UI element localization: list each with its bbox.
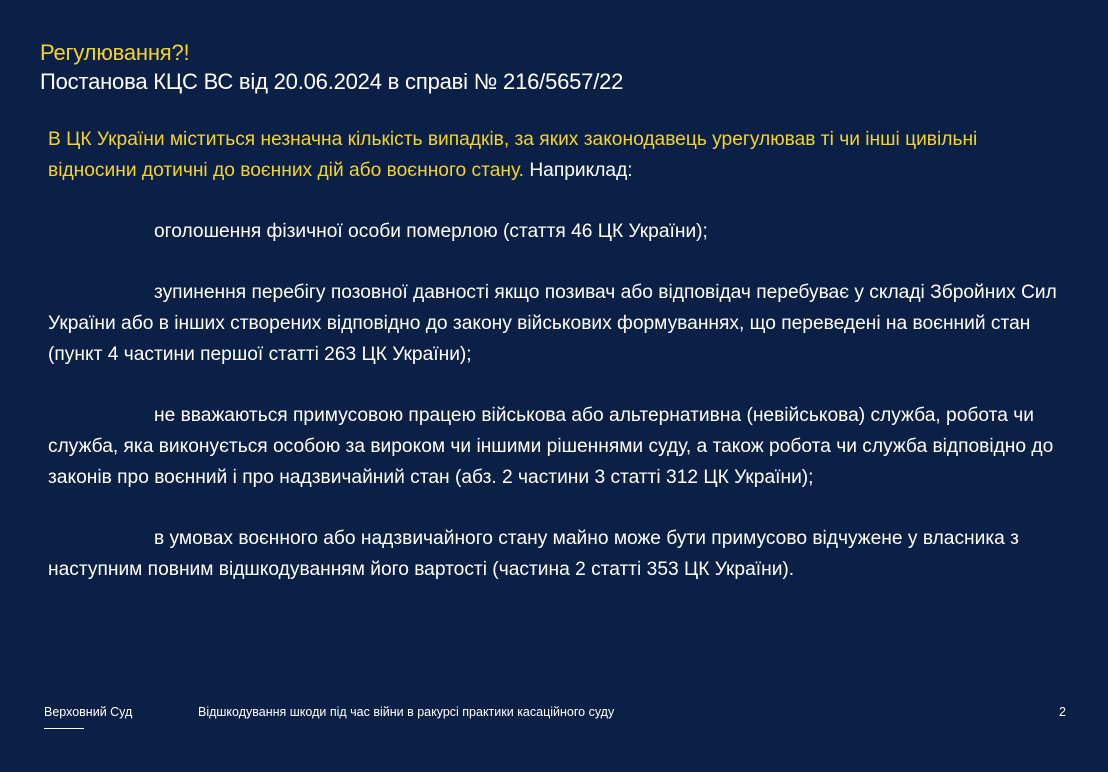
footer-divider <box>44 728 84 729</box>
slide-title-block <box>40 38 1060 96</box>
list-item: не вважаються примусовою працею військова або альтернативна (невійськова) служба, робота чи служба, яка виконується особою за вироком чи іншими рішеннями суду, а також робота чи служба відповідно до законів про воєнний і про надзвичайний стан (абз. 2 частини 3 статті 312 ЦК України); <box>48 405 1054 488</box>
slide-body <box>48 124 1063 615</box>
list-item: зупинення перебігу позовної давності якщо позивач або відповідач перебуває у складі Збройних Сил України або в інших створених відповідно до закону військових формуваннях, що переведені на воєнний стан (пункт 4 частини першої статті 263 ЦК України); <box>48 282 1057 365</box>
footer-org-name: Верховний Суд <box>44 705 133 719</box>
list-item: в умовах воєнного або надзвичайного стану майно може бути примусово відчужене у власника з наступним повним відшкодуванням його вартості (частина 2 статті 353 ЦК України). <box>48 528 1019 580</box>
slide-subtitle: Постанова КЦС ВС від 20.06.2024 в справі № 216/5657/22 <box>40 69 624 94</box>
page-number: 2 <box>1059 705 1066 719</box>
intro-paragraph <box>48 124 1063 186</box>
footer-presentation-title: Відшкодування шкоди під час війни в ракурсі практики касаційного суду <box>198 705 615 719</box>
list-item: оголошення фізичної особи померлою (стаття 46 ЦК України); <box>154 221 708 242</box>
slide-title: Регулювання?! <box>40 40 190 65</box>
intro-rest-text: Наприклад: <box>523 160 633 181</box>
intro-highlight-text: В ЦК України міститься незначна кількість випадків, за яких законодавець урегулював ті чи інші цивільні відносини дотичні до воєнних дій або воєнного стану. <box>48 129 978 181</box>
